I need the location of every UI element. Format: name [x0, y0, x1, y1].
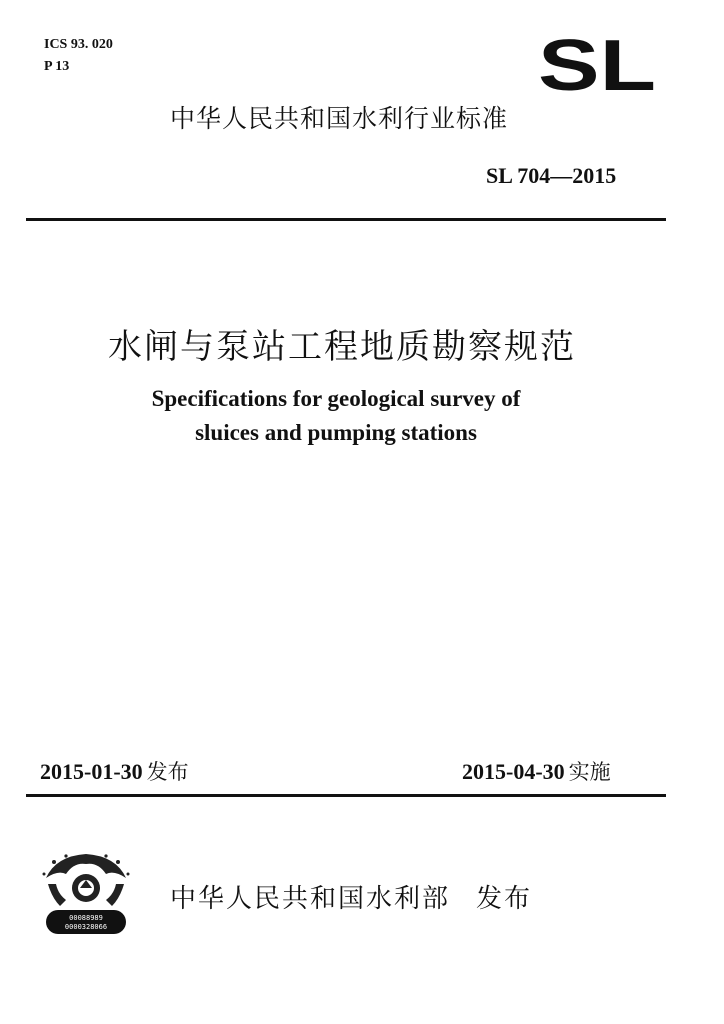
seal-text-2: 0000328066: [64, 923, 108, 931]
ccs-code: P 13: [44, 59, 70, 74]
publisher: [170, 878, 532, 915]
seal-text-1: 00088989: [69, 914, 103, 922]
classification-codes: [44, 34, 113, 78]
ics-code: ICS 93. 020: [44, 37, 113, 52]
standard-number: SL 704—2015: [486, 163, 617, 188]
implementation-label: 实施: [568, 760, 611, 784]
issue-date: [40, 756, 189, 786]
top-divider: [26, 218, 666, 221]
org-title: 中华人民共和国水利行业标准: [170, 104, 509, 133]
bottom-divider: [26, 794, 666, 797]
title-chinese: 水闸与泵站工程地质勘察规范: [108, 327, 576, 367]
sl-logo: [538, 34, 656, 98]
sl-logo-text: SL: [538, 34, 656, 98]
publisher-name: 中华人民共和国水利部: [170, 884, 451, 914]
implementation-date-value: 2015-04-30: [462, 759, 565, 784]
title-english-line-1: Specifications for geological survey of: [151, 386, 521, 411]
issue-date-value: 2015-01-30: [40, 759, 143, 784]
title-english-line-2: sluices and pumping stations: [195, 420, 477, 445]
publisher-action: 发布: [476, 884, 533, 914]
implementation-date: [462, 756, 611, 786]
issue-label: 发布: [146, 760, 189, 784]
title-english: [0, 382, 672, 450]
ministry-seal-icon: [36, 848, 136, 940]
